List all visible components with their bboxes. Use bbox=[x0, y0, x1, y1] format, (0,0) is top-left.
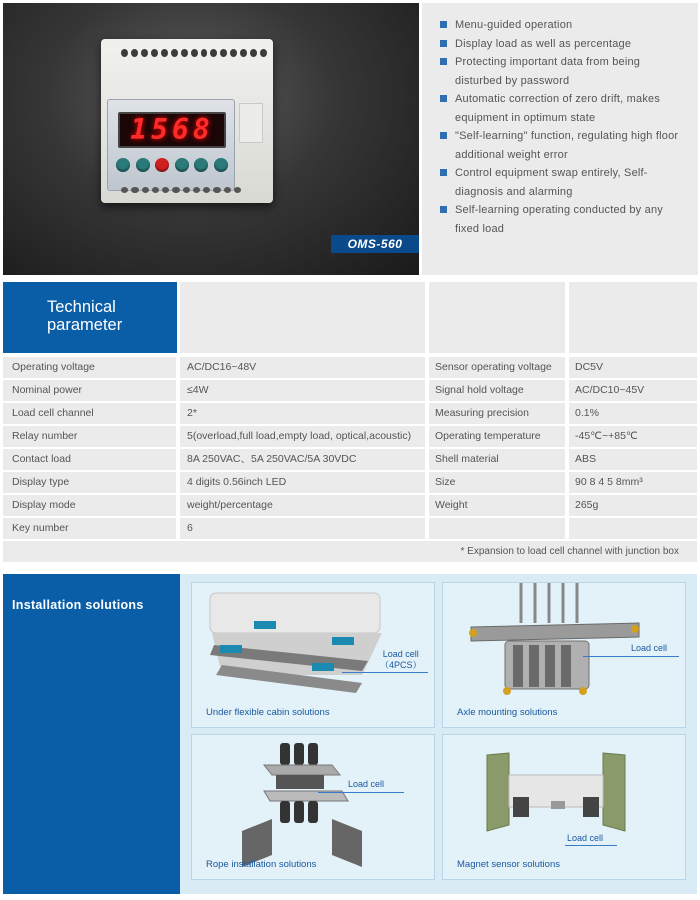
load-cell-label: Load cell bbox=[567, 833, 604, 843]
param-value: ABS bbox=[569, 449, 697, 470]
panel-magnet-sensor bbox=[442, 734, 686, 880]
product-photo bbox=[3, 3, 419, 275]
param-label: Display mode bbox=[3, 495, 176, 516]
load-cell-label: Load cell bbox=[631, 643, 668, 653]
installation-title: Installation solutions bbox=[12, 598, 144, 612]
footnote: * Expansion to load cell channel with junction box bbox=[3, 541, 697, 562]
param-value: -45℃~+85℃ bbox=[569, 426, 697, 447]
param-label: Relay number bbox=[3, 426, 176, 447]
header-blank-cell bbox=[429, 282, 565, 353]
param-label: Load cell channel bbox=[3, 403, 176, 424]
param-label: Sensor operating voltage bbox=[429, 357, 565, 378]
table-row bbox=[3, 357, 697, 380]
feature-text: "Self-learning" function, regulating high floor additional weight error bbox=[455, 130, 679, 161]
device-keys bbox=[116, 158, 228, 176]
param-label: Weight bbox=[429, 495, 565, 516]
panel-caption: Rope installation solutions bbox=[206, 859, 317, 870]
param-label: Measuring precision bbox=[429, 403, 565, 424]
pointer-line bbox=[318, 792, 404, 793]
header-blank-cell bbox=[569, 282, 697, 353]
param-label: Key number bbox=[3, 518, 176, 539]
param-value: 5(overload,full load,empty load, optical,acoustic) bbox=[180, 426, 425, 447]
param-label: Operating temperature bbox=[429, 426, 565, 447]
param-value: AC/DC10~45V bbox=[569, 380, 697, 401]
device-side-label bbox=[239, 103, 263, 143]
parameter-table bbox=[3, 357, 697, 541]
technical-title-line2: parameter bbox=[47, 316, 123, 334]
param-value: AC/DC16~48V bbox=[180, 357, 425, 378]
device-key-icon bbox=[116, 158, 130, 172]
feature-text: Display load as well as percentage bbox=[455, 37, 632, 50]
panel-under-cabin bbox=[191, 582, 435, 728]
device-key-red-icon bbox=[155, 158, 169, 172]
device-key-icon bbox=[194, 158, 208, 172]
param-value: 90 8 4 5 8mm³ bbox=[569, 472, 697, 493]
terminal-strip-bottom bbox=[121, 187, 241, 197]
panel-caption: Magnet sensor solutions bbox=[457, 859, 560, 870]
technical-title bbox=[3, 282, 177, 353]
table-row bbox=[3, 403, 697, 426]
pointer-line bbox=[583, 656, 679, 657]
param-label: Shell material bbox=[429, 449, 565, 470]
pointer-line bbox=[565, 845, 617, 846]
param-value: weight/percentage bbox=[180, 495, 425, 516]
param-value: DC5V bbox=[569, 357, 697, 378]
param-value: 6 bbox=[180, 518, 425, 539]
device-key-icon bbox=[175, 158, 189, 172]
feature-item bbox=[440, 127, 688, 164]
feature-item bbox=[440, 201, 688, 238]
panel-caption: Axle mounting solutions bbox=[457, 707, 558, 718]
terminal-strip-top bbox=[121, 45, 267, 59]
table-row bbox=[3, 380, 697, 403]
square-bullet-icon bbox=[440, 206, 447, 213]
model-tag: OMS-560 bbox=[331, 235, 419, 253]
installation-section bbox=[3, 574, 697, 894]
device-key-icon bbox=[214, 158, 228, 172]
product-section bbox=[0, 0, 700, 278]
param-label: Size bbox=[429, 472, 565, 493]
table-row bbox=[3, 426, 697, 449]
param-label: Display type bbox=[3, 472, 176, 493]
device-key-icon bbox=[136, 158, 150, 172]
param-label: Contact load bbox=[3, 449, 176, 470]
param-value bbox=[569, 518, 697, 539]
table-row bbox=[3, 495, 697, 518]
table-row bbox=[3, 518, 697, 541]
param-value: 0.1% bbox=[569, 403, 697, 424]
table-row bbox=[3, 449, 697, 472]
square-bullet-icon bbox=[440, 132, 447, 139]
installation-panels bbox=[180, 574, 697, 894]
header-blank-cell bbox=[180, 282, 425, 353]
square-bullet-icon bbox=[440, 58, 447, 65]
panel-caption: Under flexible cabin solutions bbox=[206, 707, 330, 718]
feature-text: Automatic correction of zero drift, makes equipment in optimum state bbox=[455, 93, 661, 124]
square-bullet-icon bbox=[440, 95, 447, 102]
feature-item bbox=[440, 164, 688, 201]
square-bullet-icon bbox=[440, 40, 447, 47]
param-label bbox=[429, 518, 565, 539]
led-display: 1568 bbox=[118, 112, 226, 148]
panel-axle-mounting bbox=[442, 582, 686, 728]
panel-rope-installation bbox=[191, 734, 435, 880]
feature-text: Menu-guided operation bbox=[455, 19, 573, 31]
param-value: 4 digits 0.56inch LED bbox=[180, 472, 425, 493]
feature-item bbox=[440, 53, 688, 90]
feature-item bbox=[440, 90, 688, 127]
param-label: Signal hold voltage bbox=[429, 380, 565, 401]
param-value: 265g bbox=[569, 495, 697, 516]
param-value: 2* bbox=[180, 403, 425, 424]
device-front-panel bbox=[107, 99, 235, 191]
table-row bbox=[3, 472, 697, 495]
feature-item bbox=[440, 35, 688, 54]
feature-text: Self-learning operating conducted by any fixed load bbox=[455, 204, 663, 235]
square-bullet-icon bbox=[440, 169, 447, 176]
feature-item bbox=[440, 16, 688, 35]
param-value: ≤4W bbox=[180, 380, 425, 401]
technical-header bbox=[3, 282, 697, 353]
pointer-line bbox=[342, 672, 428, 673]
controller-device-image bbox=[101, 39, 273, 203]
technical-title-line1: Technical bbox=[47, 298, 116, 316]
load-cell-label: Load cell （4PCS） bbox=[380, 649, 422, 670]
feature-text: Protecting important data from being disturbed by password bbox=[455, 56, 641, 87]
param-value: 8A 250VAC、5A 250VAC/5A 30VDC bbox=[180, 449, 425, 470]
param-label: Nominal power bbox=[3, 380, 176, 401]
param-label: Operating voltage bbox=[3, 357, 176, 378]
feature-text: Control equipment swap entirely, Self-diagnosis and alarming bbox=[455, 167, 648, 198]
load-cell-label: Load cell bbox=[348, 779, 385, 789]
feature-list bbox=[422, 3, 698, 275]
square-bullet-icon bbox=[440, 21, 447, 28]
